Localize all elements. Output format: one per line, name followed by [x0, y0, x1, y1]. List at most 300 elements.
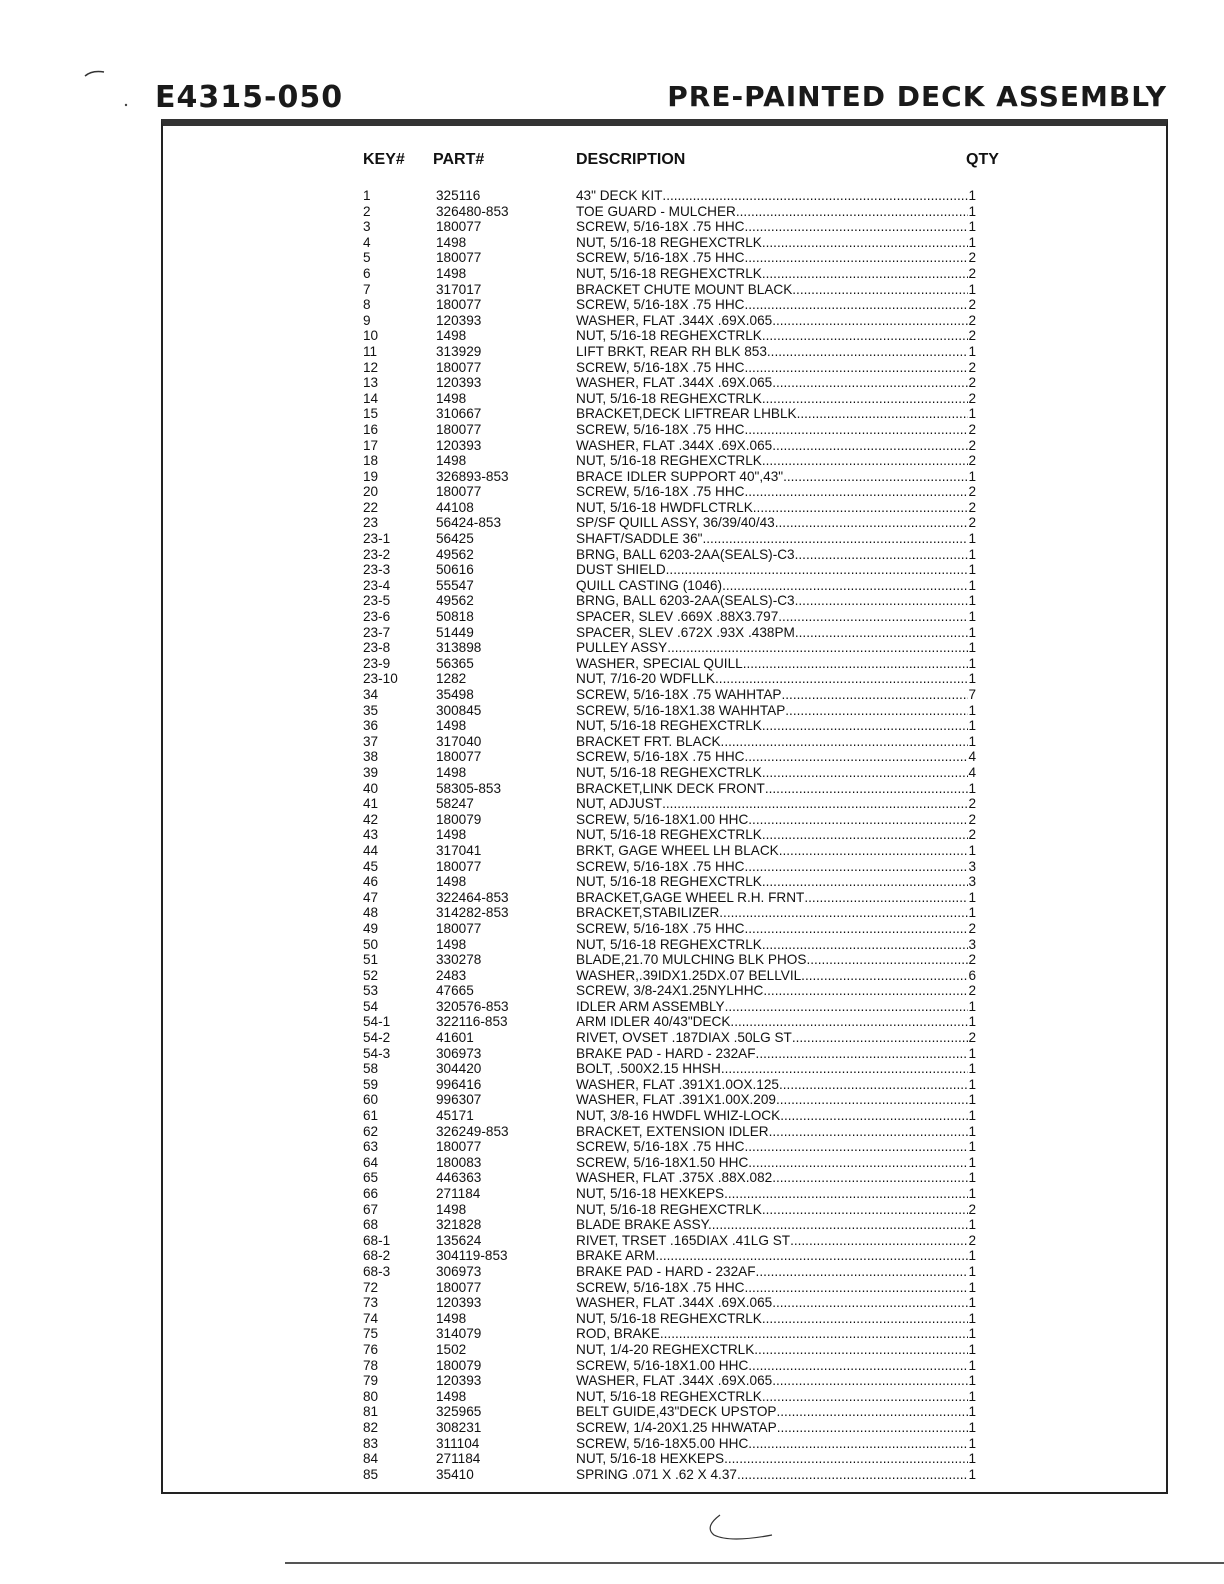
description-cell: [576, 1030, 976, 1046]
key-number: 8: [363, 297, 371, 313]
part-number: 47665: [436, 983, 474, 999]
description: SCREW, 5/16-18X .75 HHC: [576, 920, 745, 936]
table-row: [363, 547, 983, 563]
key-number: 67: [363, 1201, 379, 1217]
description: SCREW, 5/16-18X1.00 HHC: [576, 811, 749, 827]
part-number: 35498: [436, 687, 474, 702]
quantity: 1: [968, 1310, 976, 1326]
table-row: [363, 406, 983, 422]
part-number: 180077: [436, 219, 482, 235]
quantity: 1: [968, 1279, 976, 1295]
key-number: 23-5: [363, 593, 391, 609]
description: NUT, 5/16-18 REGHEXCTRLK: [576, 453, 762, 469]
table-row: [363, 1373, 983, 1389]
dot-leader: [792, 282, 968, 298]
description-cell: [576, 593, 976, 609]
description: SCREW, 5/16-18X .75 HHC: [576, 359, 745, 375]
key-number: 4: [363, 234, 371, 250]
table-row: [363, 671, 983, 687]
part-number: 44108: [436, 499, 474, 515]
description: NUT, 5/16-18 REGHEXCTRLK: [576, 328, 762, 344]
dot-leader: [778, 609, 968, 625]
dot-leader: [744, 250, 968, 266]
description-cell: [576, 562, 976, 578]
quantity: 1: [968, 343, 976, 359]
table-row: [363, 1061, 983, 1077]
table-row: [363, 1436, 983, 1452]
description: BRACKET, EXTENSION IDLER: [576, 1123, 769, 1139]
dot-leader: [744, 1139, 968, 1155]
description-cell: [576, 999, 976, 1015]
description: SCREW, 1/4-20X1.25 HHWATAP: [576, 1419, 777, 1435]
part-number: 55547: [436, 577, 474, 593]
quantity: 1: [968, 1326, 976, 1342]
part-number: 180077: [436, 359, 482, 375]
part-number: 996307: [436, 1092, 482, 1108]
table-row: [363, 1358, 983, 1374]
table-row: [363, 890, 983, 906]
part-number: 56424-853: [436, 515, 502, 531]
part-number: 120393: [436, 437, 482, 453]
key-number: 62: [363, 1123, 379, 1139]
description: BRAKE PAD - HARD - 232AF: [576, 1263, 756, 1279]
key-number: 40: [363, 780, 379, 796]
dot-leader: [725, 999, 969, 1015]
table-row: [363, 235, 983, 251]
quantity: 1: [968, 1076, 976, 1092]
part-number: 41601: [436, 1030, 474, 1046]
description-cell: [576, 219, 976, 235]
part-number: 1282: [436, 671, 467, 687]
quantity: 1: [968, 1248, 976, 1264]
quantity: 2: [968, 952, 976, 968]
key-number: 58: [363, 1061, 379, 1077]
key-number: 23-7: [363, 624, 391, 640]
description: BLADE,21.70 MULCHING BLK PHOS: [576, 952, 807, 968]
description: WASHER, FLAT .391X1.0OX.125: [576, 1076, 779, 1092]
description: SPACER, SLEV .672X .93X .438PM: [576, 624, 795, 640]
key-number: 85: [363, 1466, 379, 1482]
description: NUT, 5/16-18 REGHEXCTRLK: [576, 390, 762, 406]
table-row: [363, 687, 983, 703]
description: BRAKE PAD - HARD - 232AF: [576, 1045, 756, 1061]
part-number: 310667: [436, 406, 482, 422]
dot-leader: [795, 593, 969, 609]
quantity: 1: [968, 593, 976, 609]
key-number: 54-2: [363, 1030, 391, 1046]
description: SCREW, 5/16-18X1.00 HHC: [576, 1357, 749, 1373]
description-cell: [576, 469, 976, 485]
part-number: 58305-853: [436, 780, 502, 796]
column-header-description: DESCRIPTION: [576, 151, 686, 168]
table-row: [363, 515, 983, 531]
table-row: [363, 500, 983, 516]
dot-leader: [744, 749, 968, 765]
description-cell: [576, 328, 976, 344]
description: PULLEY ASSY: [576, 640, 668, 656]
part-number: 1498: [436, 764, 467, 780]
parts-list: [363, 188, 983, 1482]
dot-leader: [785, 703, 968, 719]
key-number: 44: [363, 842, 379, 858]
description: TOE GUARD - MULCHER: [576, 203, 736, 219]
part-number: 180077: [436, 484, 482, 500]
description-cell: [576, 406, 976, 422]
description: BRACKET,GAGE WHEEL R.H. FRNT: [576, 889, 805, 905]
part-number: 325116: [436, 188, 481, 203]
quantity: 1: [968, 546, 976, 562]
description: BLADE BRAKE ASSY.: [576, 1217, 712, 1233]
dot-leader: [712, 1217, 969, 1233]
quantity: 2: [968, 312, 976, 328]
description-cell: [576, 765, 976, 781]
description-cell: [576, 391, 976, 407]
description: SCREW, 5/16-18X .75 WAHHTAP: [576, 687, 782, 702]
quantity: 6: [968, 967, 976, 983]
part-number: 49562: [436, 593, 474, 609]
table-row: [363, 1389, 983, 1405]
description-cell: [576, 453, 976, 469]
description-cell: [576, 1451, 976, 1467]
table-row: [363, 1186, 983, 1202]
quantity: 1: [968, 1388, 976, 1404]
key-number: 5: [363, 250, 371, 266]
part-number: 313929: [436, 343, 482, 359]
dot-leader: [744, 297, 968, 313]
part-number: 1498: [436, 936, 467, 952]
description-cell: [576, 656, 976, 672]
table-row: [363, 219, 983, 235]
key-number: 72: [363, 1279, 379, 1295]
description-cell: [576, 640, 976, 656]
quantity: 7: [968, 687, 976, 702]
table-row: [363, 360, 983, 376]
quantity: 2: [968, 499, 976, 515]
description-cell: [576, 344, 976, 360]
description: SCREW, 5/16-18X1.50 HHC: [576, 1154, 749, 1170]
description: ROD, BRAKE: [576, 1326, 660, 1342]
description: NUT, 3/8-16 HWDFL WHIZ-LOCK: [576, 1108, 781, 1124]
table-row: [363, 438, 983, 454]
description-cell: [576, 1280, 976, 1296]
dot-leader: [655, 1248, 968, 1264]
part-number: 304119-853: [436, 1248, 508, 1264]
description: 43" DECK KIT: [576, 188, 663, 203]
table-row: [363, 640, 983, 656]
description-cell: [576, 1420, 976, 1436]
dot-leader: [724, 1451, 968, 1467]
quantity: 3: [968, 936, 976, 952]
description-cell: [576, 781, 976, 797]
description-cell: [576, 1139, 976, 1155]
key-number: 46: [363, 874, 379, 890]
key-number: 23-8: [363, 640, 391, 656]
table-row: [363, 375, 983, 391]
description-cell: [576, 1202, 976, 1218]
key-number: 65: [363, 1170, 379, 1186]
description: RIVET, OVSET .187DIAX .50LG ST: [576, 1030, 792, 1046]
quantity: 1: [968, 1170, 976, 1186]
description: WASHER,.39IDX1.25DX.07 BELLVIL: [576, 967, 802, 983]
dot-leader: [772, 1295, 968, 1311]
description: WASHER, FLAT .344X .69X.065: [576, 375, 773, 391]
description: NUT, 5/16-18 REGHEXCTRLK: [576, 827, 762, 843]
quantity: 2: [968, 796, 976, 812]
key-number: 73: [363, 1295, 379, 1311]
description-cell: [576, 422, 976, 438]
description-cell: [576, 671, 976, 687]
table-row: [363, 562, 983, 578]
dot-leader: [744, 422, 968, 438]
key-number: 23-4: [363, 577, 391, 593]
description: WASHER, FLAT .344X .69X.065: [576, 1295, 773, 1311]
part-number: 308231: [436, 1419, 482, 1435]
quantity: 1: [968, 531, 976, 547]
quantity: 2: [968, 390, 976, 406]
description-cell: [576, 734, 976, 750]
quantity: 1: [968, 1139, 976, 1155]
quantity: 1: [968, 905, 976, 921]
part-number: 300845: [436, 702, 482, 718]
key-number: 18: [363, 453, 379, 469]
table-row: [363, 937, 983, 953]
table-row: [363, 1170, 983, 1186]
key-number: 13: [363, 375, 379, 391]
table-row: [363, 204, 983, 220]
quantity: 2: [968, 328, 976, 344]
table-row: [363, 328, 983, 344]
part-number: 311104: [436, 1435, 480, 1451]
key-number: 23-10: [363, 671, 398, 687]
part-number: 1498: [436, 874, 467, 890]
description-cell: [576, 1170, 976, 1186]
description: BOLT, .500X2.15 HHSH: [576, 1061, 721, 1077]
quantity: 1: [968, 1357, 976, 1373]
key-number: 68-3: [363, 1263, 391, 1279]
dot-leader: [767, 344, 969, 360]
dot-leader: [762, 453, 969, 469]
table-row: [363, 1077, 983, 1093]
table-row: [363, 344, 983, 360]
part-number: 322116-853: [436, 1014, 508, 1030]
quantity: 1: [968, 998, 976, 1014]
key-number: 52: [363, 967, 379, 983]
key-number: 54-1: [363, 1014, 391, 1030]
dot-leader: [715, 671, 968, 687]
dot-leader: [806, 952, 968, 968]
part-number: 1498: [436, 234, 467, 250]
description-cell: [576, 859, 976, 875]
description: NUT, 5/16-18 HEXKEPS: [576, 1451, 725, 1467]
table-row: [363, 391, 983, 407]
part-number: 180077: [436, 297, 482, 313]
part-number: 56365: [436, 655, 474, 671]
key-number: 6: [363, 265, 371, 281]
key-number: 12: [363, 359, 379, 375]
key-number: 83: [363, 1435, 379, 1451]
quantity: 2: [968, 983, 976, 999]
quantity: 2: [968, 920, 976, 936]
key-number: 68-2: [363, 1248, 391, 1264]
quantity: 2: [968, 827, 976, 843]
key-number: 42: [363, 811, 379, 827]
table-row: [363, 531, 983, 547]
quantity: 1: [968, 281, 976, 297]
quantity: 1: [968, 780, 976, 796]
key-number: 34: [363, 687, 379, 702]
part-number: 120393: [436, 312, 482, 328]
dot-leader: [772, 1373, 968, 1389]
dot-leader: [744, 921, 968, 937]
table-row: [363, 703, 983, 719]
part-number: 314079: [436, 1326, 482, 1342]
description-cell: [576, 1092, 976, 1108]
key-number: 81: [363, 1404, 379, 1420]
table-row: [363, 297, 983, 313]
key-number: 66: [363, 1186, 379, 1201]
dot-leader: [790, 1233, 968, 1249]
scan-mark-dot: [124, 103, 128, 107]
description: DUST SHIELD: [576, 562, 666, 578]
quantity: 1: [968, 842, 976, 858]
table-row: [363, 422, 983, 438]
quantity: 4: [968, 764, 976, 780]
table-row: [363, 1248, 983, 1264]
quantity: 1: [968, 1014, 976, 1030]
scan-mark-top-left: [84, 68, 106, 78]
dot-leader: [736, 204, 969, 220]
table-row: [363, 1467, 983, 1483]
description: SPACER, SLEV .669X .88X3.797: [576, 609, 779, 625]
key-number: 61: [363, 1108, 379, 1124]
table-row: [363, 952, 983, 968]
quantity: 2: [968, 437, 976, 453]
description: NUT, 5/16-18 REGHEXCTRLK: [576, 234, 762, 250]
dot-leader: [762, 874, 969, 890]
part-number: 135624: [436, 1232, 482, 1248]
description-cell: [576, 1311, 976, 1327]
key-number: 17: [363, 437, 379, 453]
part-number: 317017: [436, 281, 482, 297]
description: SCREW, 5/16-18X .75 HHC: [576, 297, 745, 313]
table-row: [363, 1342, 983, 1358]
dot-leader: [744, 360, 968, 376]
table-row: [363, 1451, 983, 1467]
dot-leader: [781, 687, 968, 703]
part-number: 1498: [436, 1310, 467, 1326]
part-number: 325965: [436, 1404, 482, 1420]
dot-leader: [721, 1061, 969, 1077]
dot-leader: [763, 983, 968, 999]
table-row: [363, 453, 983, 469]
description-cell: [576, 313, 976, 329]
table-row: [363, 609, 983, 625]
table-row: [363, 734, 983, 750]
description-cell: [576, 1014, 976, 1030]
key-number: 54: [363, 998, 379, 1014]
part-number: 446363: [436, 1170, 482, 1186]
dot-leader: [762, 266, 969, 282]
quantity: 1: [968, 188, 976, 203]
table-row: [363, 874, 983, 890]
key-number: 39: [363, 764, 379, 780]
quantity: 2: [968, 265, 976, 281]
description: WASHER, FLAT .375X .88X.082: [576, 1170, 773, 1186]
key-number: 68-1: [363, 1232, 391, 1248]
part-number: 2483: [436, 967, 467, 983]
dot-leader: [762, 1311, 969, 1327]
description: BRACKET,LINK DECK FRONT: [576, 780, 765, 796]
table-row: [363, 1139, 983, 1155]
quantity: 1: [968, 1154, 976, 1170]
table-row: [363, 1420, 983, 1436]
description-cell: [576, 500, 976, 516]
key-number: 68: [363, 1217, 379, 1233]
dot-leader: [762, 765, 969, 781]
page-header: [155, 80, 1167, 118]
quantity: 1: [968, 234, 976, 250]
description: NUT, 5/16-18 REGHEXCTRLK: [576, 1388, 762, 1404]
description: SPRING .071 X .62 X 4.37: [576, 1466, 737, 1482]
description: WASHER, FLAT .344X .69X.065: [576, 312, 773, 328]
part-number: 304420: [436, 1061, 482, 1077]
dot-leader: [795, 547, 969, 563]
description: WASHER, FLAT .391X1.00X.209: [576, 1092, 776, 1108]
key-number: 50: [363, 936, 379, 952]
dot-leader: [724, 1186, 968, 1202]
table-row: [363, 983, 983, 999]
description: WASHER, SPECIAL QUILL: [576, 655, 743, 671]
description-cell: [576, 1077, 976, 1093]
quantity: 1: [968, 577, 976, 593]
description-cell: [576, 1186, 976, 1202]
description-cell: [576, 188, 976, 204]
description-cell: [576, 968, 976, 984]
table-row: [363, 749, 983, 765]
part-number: 180077: [436, 1139, 482, 1155]
part-number: 322464-853: [436, 889, 509, 905]
dot-leader: [801, 968, 968, 984]
description-cell: [576, 1124, 976, 1140]
description: IDLER ARM ASSEMBLY: [576, 998, 725, 1014]
part-number: 314282-853: [436, 905, 509, 921]
description-cell: [576, 578, 976, 594]
table-row: [363, 625, 983, 641]
description: NUT, 5/16-18 REGHEXCTRLK: [576, 764, 762, 780]
dot-leader: [744, 219, 968, 235]
description: WASHER, FLAT .344X .69X.065: [576, 437, 773, 453]
part-number: 306973: [436, 1263, 482, 1279]
part-number: 1498: [436, 718, 467, 734]
key-number: 23-6: [363, 609, 391, 625]
description: QUILL CASTING (1046): [576, 577, 723, 593]
dot-leader: [775, 515, 969, 531]
table-row: [363, 1030, 983, 1046]
description: BRACE IDLER SUPPORT 40",43": [576, 468, 784, 484]
description-cell: [576, 687, 976, 703]
description-cell: [576, 1108, 976, 1124]
key-number: 84: [363, 1451, 379, 1467]
quantity: 1: [968, 1045, 976, 1061]
table-row: [363, 1233, 983, 1249]
description-cell: [576, 1264, 976, 1280]
key-number: 14: [363, 390, 379, 406]
description: LIFT BRKT, REAR RH BLK 853: [576, 343, 767, 359]
part-number: 56425: [436, 531, 474, 547]
quantity: 1: [968, 1123, 976, 1139]
description-cell: [576, 360, 976, 376]
dot-leader: [660, 1326, 969, 1342]
